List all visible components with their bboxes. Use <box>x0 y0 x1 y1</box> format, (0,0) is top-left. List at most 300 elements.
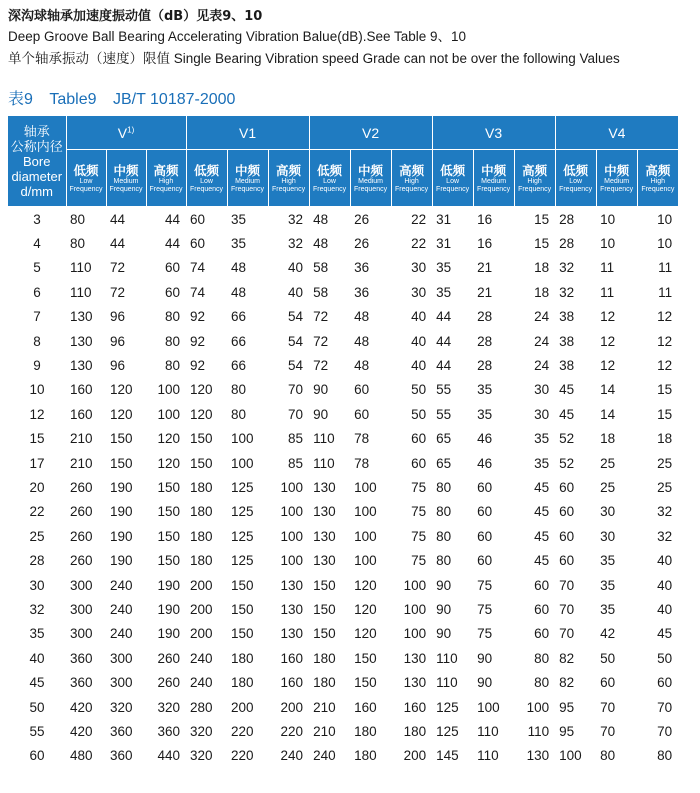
vibration-value-cell: 60 <box>559 528 575 544</box>
vibration-value-cell: 200 <box>268 695 309 719</box>
vibration-value-cell: 54 <box>268 305 309 329</box>
vibration-value-cell: 150 <box>110 431 133 447</box>
vibration-value-cell: 36 <box>350 256 391 280</box>
vibration-value-cell: 100 <box>514 695 555 719</box>
vibration-value-cell: 75 <box>477 626 493 642</box>
vibration-value-cell: 14 <box>600 382 616 398</box>
vibration-value-cell: 100 <box>227 451 268 475</box>
vibration-value-cell: 190 <box>106 548 146 572</box>
vibration-value-cell: 100 <box>354 528 377 544</box>
vibration-value-cell: 125 <box>227 500 268 524</box>
bore-header-line: 公称内径 <box>10 138 63 154</box>
vibration-value-cell: 44 <box>110 236 126 252</box>
vibration-value-cell: 150 <box>313 626 336 642</box>
vibration-value-cell: 24 <box>514 353 555 377</box>
frequency-label-en: Low <box>446 177 460 185</box>
frequency-label-en: High <box>158 177 174 185</box>
vibration-value-cell: 90 <box>313 382 329 398</box>
vibration-value-cell: 130 <box>313 528 336 544</box>
vibration-value-cell: 240 <box>268 744 309 768</box>
vibration-value-cell: 40 <box>288 284 304 300</box>
vibration-value-cell: 75 <box>411 479 427 495</box>
vibration-value-cell: 32 <box>637 500 678 524</box>
vibration-value-cell: 24 <box>514 305 555 329</box>
vibration-value-cell: 360 <box>157 723 181 739</box>
frequency-label-cn: 低频 <box>73 162 99 178</box>
vibration-value-cell: 32 <box>657 528 673 544</box>
vibration-value-cell: 180 <box>190 528 213 544</box>
frequency-label-en: Frequency <box>272 185 306 193</box>
vibration-value-cell: 100 <box>146 402 186 426</box>
frequency-label-en: Frequency <box>436 185 470 193</box>
vibration-value-cell: 260 <box>66 548 106 572</box>
vibration-value-cell: 38 <box>559 333 575 349</box>
vibration-value-cell: 60 <box>477 479 493 495</box>
vibration-value-cell: 72 <box>309 305 350 329</box>
vibration-value-cell: 66 <box>227 305 268 329</box>
vibration-value-cell: 130 <box>280 577 304 593</box>
vibration-value-cell: 60 <box>186 207 227 232</box>
frequency-label-en: Frequency <box>313 185 347 193</box>
bore-diameter-cell: 6 <box>33 284 41 300</box>
document-title-english: Deep Groove Ball Bearing Accelerating Vibration Balue(dB).See Table 9、10 <box>8 29 467 44</box>
vibration-value-cell: 60 <box>350 402 391 426</box>
high-frequency-header <box>146 150 186 207</box>
vibration-value-cell: 150 <box>157 528 181 544</box>
vibration-value-cell: 110 <box>432 646 473 670</box>
vibration-value-cell: 35 <box>596 597 637 621</box>
table-row <box>8 597 678 621</box>
frequency-label-en: Frequency <box>69 185 103 193</box>
bore-diameter-cell: 35 <box>29 626 45 642</box>
vibration-value-cell: 12 <box>637 305 678 329</box>
vibration-value-cell: 60 <box>559 479 575 495</box>
vibration-value-cell: 30 <box>596 500 637 524</box>
frequency-label-cn: 中频 <box>358 162 384 178</box>
vibration-value-cell: 80 <box>436 479 452 495</box>
vibration-value-cell: 60 <box>146 256 186 280</box>
vibration-value-cell: 150 <box>146 548 186 572</box>
frequency-label-cn: 中频 <box>235 162 261 178</box>
vibration-value-cell: 90 <box>477 675 493 691</box>
vibration-value-cell: 72 <box>313 333 329 349</box>
table-row <box>8 719 678 743</box>
vibration-value-cell: 30 <box>534 382 550 398</box>
vibration-value-cell: 160 <box>268 646 309 670</box>
vibration-value-cell: 180 <box>231 675 254 691</box>
vibration-value-cell: 10 <box>657 236 673 252</box>
vibration-value-cell: 50 <box>596 646 637 670</box>
vibration-value-cell: 200 <box>391 744 432 768</box>
table-row <box>8 622 678 646</box>
vibration-value-cell: 74 <box>190 284 206 300</box>
bore-diameter-cell: 55 <box>29 723 45 739</box>
vibration-value-cell: 200 <box>186 597 227 621</box>
vibration-value-cell: 30 <box>600 528 616 544</box>
vibration-value-cell: 22 <box>411 236 427 252</box>
bore-diameter-cell: 8 <box>33 333 41 349</box>
vibration-value-cell: 35 <box>473 402 514 426</box>
bore-diameter-cell: 40 <box>8 646 66 670</box>
vibration-value-cell: 80 <box>66 207 106 232</box>
vibration-value-cell: 60 <box>514 597 555 621</box>
table-row <box>8 475 678 499</box>
vibration-value-cell: 70 <box>288 382 304 398</box>
vibration-value-cell: 80 <box>637 744 678 768</box>
vibration-value-cell: 75 <box>473 597 514 621</box>
vibration-value-cell: 31 <box>436 236 452 252</box>
vibration-value-cell: 150 <box>231 626 254 642</box>
vibration-value-cell: 80 <box>231 382 247 398</box>
group-header-v4: V4 <box>555 116 678 150</box>
vibration-value-cell: 260 <box>70 479 93 495</box>
table-row <box>8 353 678 377</box>
table-row <box>8 500 678 524</box>
frequency-label-cn: 高频 <box>153 162 179 178</box>
vibration-value-cell: 82 <box>559 675 575 691</box>
vibration-value-cell: 150 <box>354 675 377 691</box>
table-row <box>8 744 678 768</box>
bore-diameter-cell: 17 <box>8 451 66 475</box>
vibration-value-cell: 18 <box>600 431 616 447</box>
vibration-value-cell: 120 <box>110 382 133 398</box>
vibration-value-cell: 240 <box>110 577 133 593</box>
bore-diameter-cell: 3 <box>8 207 66 232</box>
vibration-value-cell: 60 <box>534 577 550 593</box>
vibration-value-cell: 15 <box>657 382 673 398</box>
vibration-value-cell: 40 <box>411 333 427 349</box>
vibration-value-cell: 190 <box>110 479 133 495</box>
bore-diameter-cell: 4 <box>33 236 41 252</box>
vibration-value-cell: 480 <box>66 744 106 768</box>
vibration-value-cell: 120 <box>146 451 186 475</box>
vibration-value-cell: 70 <box>559 577 575 593</box>
frequency-label-en: Frequency <box>230 185 265 193</box>
vibration-value-cell: 150 <box>313 577 336 593</box>
vibration-value-cell: 220 <box>227 744 268 768</box>
vibration-value-cell: 125 <box>231 479 254 495</box>
vibration-value-cell: 200 <box>227 695 268 719</box>
bore-diameter-cell: 5 <box>8 256 66 280</box>
vibration-value-cell: 110 <box>313 431 335 447</box>
frequency-label-en: Frequency <box>354 185 388 193</box>
vibration-value-cell: 70 <box>555 597 596 621</box>
vibration-value-cell: 300 <box>106 646 146 670</box>
vibration-value-cell: 125 <box>436 723 459 739</box>
vibration-value-cell: 44 <box>436 333 452 349</box>
vibration-value-cell: 21 <box>473 256 514 280</box>
vibration-value-cell: 22 <box>391 207 432 232</box>
vibration-value-cell: 42 <box>600 626 616 642</box>
frequency-label-cn: 中频 <box>604 162 630 178</box>
vibration-value-cell: 10 <box>600 236 616 252</box>
vibration-value-cell: 32 <box>268 207 309 232</box>
bore-header-line: Bore <box>23 153 51 169</box>
vibration-value-cell: 100 <box>280 479 304 495</box>
vibration-value-cell: 65 <box>436 431 452 447</box>
vibration-value-cell: 210 <box>313 723 336 739</box>
vibration-value-cell: 260 <box>66 500 106 524</box>
vibration-value-cell: 35 <box>436 284 452 300</box>
frequency-label-en: High <box>650 177 666 185</box>
vibration-value-cell: 190 <box>110 528 133 544</box>
vibration-value-cell: 52 <box>559 431 575 447</box>
vibration-value-cell: 18 <box>514 256 555 280</box>
bore-header-line: 轴承 <box>23 123 50 139</box>
frequency-label-en: Frequency <box>109 185 143 193</box>
vibration-value-cell: 38 <box>555 353 596 377</box>
vibration-value-cell: 150 <box>190 431 213 447</box>
vibration-value-cell: 44 <box>432 353 473 377</box>
vibration-value-cell: 130 <box>309 548 350 572</box>
frequency-label-en: Low <box>200 177 213 185</box>
vibration-value-cell: 360 <box>106 744 146 768</box>
vibration-value-cell: 80 <box>70 236 86 252</box>
vibration-value-cell: 130 <box>309 500 350 524</box>
vibration-value-cell: 44 <box>106 207 146 232</box>
vibration-value-cell: 28 <box>473 305 514 329</box>
vibration-value-cell: 45 <box>534 528 550 544</box>
bore-header-line: diameter <box>11 168 63 184</box>
vibration-value-cell: 40 <box>391 305 432 329</box>
frequency-label-cn: 高频 <box>645 162 671 178</box>
vibration-value-cell: 300 <box>70 626 93 642</box>
vibration-value-cell: 100 <box>350 500 391 524</box>
vibration-value-cell: 15 <box>534 236 550 252</box>
vibration-value-cell: 80 <box>534 675 550 691</box>
vibration-value-cell: 50 <box>637 646 678 670</box>
low-frequency-header <box>66 150 106 207</box>
vibration-value-cell: 60 <box>391 451 432 475</box>
frequency-label-en: Frequency <box>477 185 511 193</box>
group-header-row <box>8 116 678 150</box>
vibration-value-cell: 70 <box>559 626 575 642</box>
vibration-value-cell: 120 <box>190 382 213 398</box>
vibration-value-cell: 180 <box>190 479 213 495</box>
vibration-value-cell: 220 <box>231 723 254 739</box>
vibration-value-cell: 160 <box>70 382 93 398</box>
vibration-value-cell: 45 <box>534 479 550 495</box>
vibration-value-cell: 25 <box>600 479 616 495</box>
vibration-value-cell: 70 <box>268 402 309 426</box>
vibration-value-cell: 15 <box>637 402 678 426</box>
vibration-value-cell: 150 <box>231 577 254 593</box>
vibration-value-cell: 100 <box>280 528 304 544</box>
vibration-value-cell: 30 <box>391 256 432 280</box>
vibration-value-cell: 15 <box>514 207 555 232</box>
vibration-value-cell: 10 <box>637 207 678 232</box>
vibration-value-cell: 48 <box>313 236 329 252</box>
frequency-label-en: High <box>281 177 296 185</box>
frequency-label-en: Frequency <box>559 185 593 193</box>
vibration-value-cell: 190 <box>157 626 181 642</box>
vibration-value-cell: 60 <box>473 500 514 524</box>
vibration-value-cell: 40 <box>391 353 432 377</box>
vibration-value-cell: 45 <box>514 548 555 572</box>
vibration-value-cell: 80 <box>436 528 452 544</box>
vibration-value-cell: 145 <box>432 744 473 768</box>
group-header-v3: V3 <box>432 116 555 150</box>
bore-diameter-cell: 10 <box>29 382 45 398</box>
table-row <box>8 231 678 255</box>
vibration-value-cell: 180 <box>313 675 336 691</box>
table-row <box>8 256 678 280</box>
vibration-value-cell: 80 <box>165 333 181 349</box>
vibration-value-cell: 70 <box>600 723 616 739</box>
vibration-value-cell: 125 <box>231 528 254 544</box>
low-frequency-header <box>555 150 596 207</box>
vibration-value-cell: 96 <box>110 333 126 349</box>
vibration-value-cell: 28 <box>473 353 514 377</box>
vibration-value-cell: 32 <box>559 284 575 300</box>
bore-diameter-cell: 7 <box>8 305 66 329</box>
vibration-value-cell: 110 <box>473 744 514 768</box>
vibration-value-cell: 95 <box>555 695 596 719</box>
vibration-value-cell: 100 <box>231 431 254 447</box>
vibration-value-cell: 45 <box>555 402 596 426</box>
vibration-value-cell: 54 <box>288 333 304 349</box>
vibration-value-cell: 110 <box>70 284 92 300</box>
vibration-value-cell: 420 <box>66 695 106 719</box>
frequency-label-en: Medium <box>481 177 507 185</box>
vibration-value-cell: 110 <box>66 256 106 280</box>
vibration-value-cell: 70 <box>637 695 678 719</box>
bore-diameter-cell: 30 <box>29 577 45 593</box>
vibration-value-cell: 35 <box>600 577 616 593</box>
vibration-value-cell: 100 <box>268 500 309 524</box>
table-row <box>8 646 678 670</box>
frequency-label-en: Low <box>323 177 336 185</box>
table-row <box>8 305 678 329</box>
vibration-value-cell: 92 <box>190 333 206 349</box>
vibration-value-cell: 240 <box>309 744 350 768</box>
frequency-label-en: Frequency <box>149 185 183 193</box>
vibration-value-cell: 46 <box>477 431 493 447</box>
vibration-value-cell: 240 <box>106 597 146 621</box>
vibration-value-cell: 72 <box>309 353 350 377</box>
vibration-value-cell: 260 <box>146 646 186 670</box>
vibration-value-cell: 25 <box>657 479 673 495</box>
frequency-label-cn: 中频 <box>481 162 507 178</box>
vibration-value-cell: 150 <box>157 479 181 495</box>
vibration-value-cell: 40 <box>637 548 678 572</box>
vibration-value-cell: 85 <box>268 451 309 475</box>
vibration-value-cell: 100 <box>268 548 309 572</box>
vibration-value-cell: 66 <box>227 353 268 377</box>
vibration-value-cell: 95 <box>559 723 575 739</box>
vibration-value-cell: 150 <box>186 451 227 475</box>
vibration-value-cell: 35 <box>231 236 247 252</box>
vibration-value-cell: 48 <box>350 305 391 329</box>
vibration-value-cell: 80 <box>227 402 268 426</box>
vibration-value-cell: 320 <box>190 723 213 739</box>
table-row <box>8 207 678 232</box>
frequency-label-en: Medium <box>358 177 384 185</box>
vibration-value-cell: 92 <box>186 305 227 329</box>
frequency-label-en: Low <box>79 177 93 185</box>
vibration-value-cell: 21 <box>477 284 493 300</box>
vibration-value-cell: 260 <box>157 675 181 691</box>
vibration-value-cell: 75 <box>411 528 427 544</box>
vibration-value-cell: 100 <box>555 744 596 768</box>
vibration-value-cell: 60 <box>555 500 596 524</box>
frequency-label-en: Medium <box>604 177 630 185</box>
low-frequency-header <box>186 150 227 207</box>
vibration-value-cell: 48 <box>354 333 370 349</box>
table-caption <box>8 86 247 109</box>
vibration-value-cell: 45 <box>657 626 673 642</box>
vibration-value-cell: 11 <box>600 284 615 300</box>
vibration-value-cell: 100 <box>403 626 427 642</box>
vibration-value-cell: 130 <box>268 597 309 621</box>
vibration-value-cell: 300 <box>66 597 106 621</box>
vibration-value-cell: 55 <box>432 402 473 426</box>
vibration-value-cell: 210 <box>309 695 350 719</box>
vibration-value-cell: 48 <box>231 284 247 300</box>
vibration-value-cell: 26 <box>350 207 391 232</box>
vibration-value-cell: 180 <box>227 646 268 670</box>
vibration-value-cell: 100 <box>157 382 181 398</box>
medium-frequency-header <box>350 150 391 207</box>
frequency-label-en: High <box>527 177 542 185</box>
vibration-value-cell: 200 <box>190 626 213 642</box>
frequency-label-en: High <box>404 177 419 185</box>
table-row <box>8 695 678 719</box>
vibration-value-cell: 110 <box>527 723 550 739</box>
vibration-value-cell: 25 <box>596 451 637 475</box>
bore-diameter-cell: 12 <box>8 402 66 426</box>
vibration-value-cell: 150 <box>227 597 268 621</box>
vibration-value-cell: 160 <box>66 402 106 426</box>
vibration-value-cell: 100 <box>473 695 514 719</box>
frequency-label-cn: 高频 <box>276 162 302 178</box>
vibration-value-cell: 10 <box>596 207 637 232</box>
frequency-label-en: Low <box>569 177 583 185</box>
vibration-value-cell: 120 <box>350 597 391 621</box>
vibration-value-cell: 28 <box>559 236 575 252</box>
high-frequency-header <box>268 150 309 207</box>
vibration-value-cell: 110 <box>309 451 350 475</box>
frequency-label-en: Frequency <box>518 185 552 193</box>
vibration-value-cell: 74 <box>186 256 227 280</box>
frequency-label-en: Frequency <box>395 185 429 193</box>
vibration-table-body <box>8 207 678 768</box>
vibration-value-cell: 35 <box>596 548 637 572</box>
vibration-value-cell: 440 <box>146 744 186 768</box>
vibration-value-cell: 120 <box>354 626 377 642</box>
table-row <box>8 280 678 304</box>
vibration-value-cell: 280 <box>186 695 227 719</box>
vibration-value-cell: 60 <box>534 626 550 642</box>
vibration-value-cell: 110 <box>436 675 458 691</box>
high-frequency-header <box>514 150 555 207</box>
vibration-value-cell: 16 <box>477 236 493 252</box>
vibration-value-cell: 26 <box>354 236 370 252</box>
vibration-value-cell: 130 <box>391 646 432 670</box>
vibration-value-cell: 16 <box>473 207 514 232</box>
bore-diameter-cell: 15 <box>29 431 45 447</box>
frequency-label-cn: 低频 <box>563 162 589 178</box>
bore-diameter-cell: 60 <box>8 744 66 768</box>
vibration-value-cell: 12 <box>637 353 678 377</box>
bore-diameter-cell: 20 <box>29 479 45 495</box>
table-row <box>8 573 678 597</box>
vibration-value-cell: 60 <box>657 675 673 691</box>
vibration-value-cell: 35 <box>432 256 473 280</box>
vibration-value-cell: 48 <box>309 207 350 232</box>
frequency-label-en: Medium <box>235 177 260 185</box>
bore-diameter-cell: 50 <box>8 695 66 719</box>
